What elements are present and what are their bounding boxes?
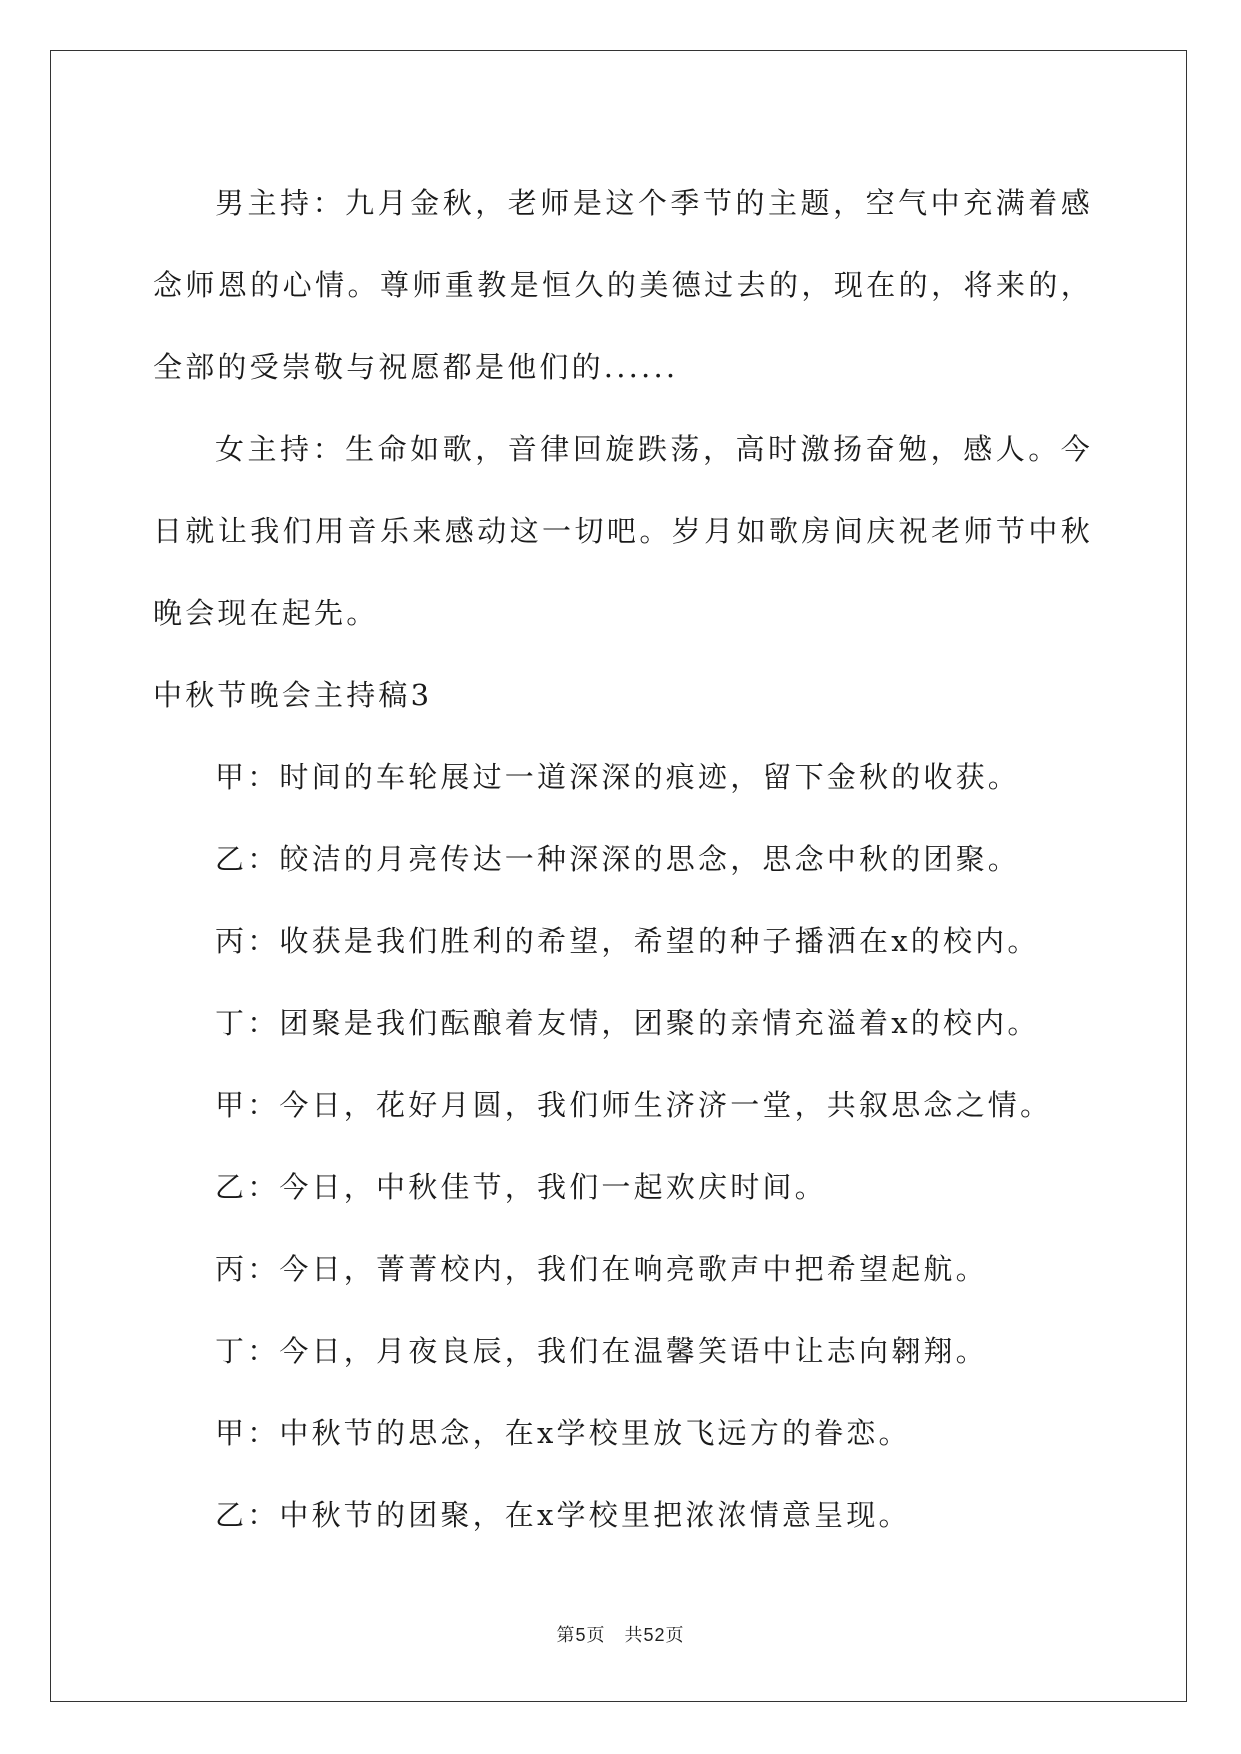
section-heading: 中秋节晚会主持稿3 — [153, 678, 433, 712]
footer-page-number: 5 — [575, 1625, 587, 1645]
paragraph-female-host: 女主持：生命如歌，音律回旋跌荡，高时激扬奋勉，感人。今日就让我们用音乐来感动这一切吧。岁月如歌房间庆祝老师节中秋晚会现在起先。 — [153, 432, 1093, 630]
footer-suffix: 页 — [665, 1625, 685, 1646]
dialogue-line: 甲：今日，花好月圆，我们师生济济一堂，共叙思念之情。 — [215, 1088, 1053, 1122]
dialogue-line: 丙：收获是我们胜利的希望，希望的种子播洒在x的校内。 — [215, 924, 1040, 958]
footer-prefix: 第 — [556, 1625, 576, 1646]
footer-total-pages: 52 — [643, 1625, 666, 1645]
dialogue-line: 乙：中秋节的团聚，在x学校里把浓浓情意呈现。 — [215, 1498, 911, 1532]
footer-mid: 页 共 — [586, 1625, 644, 1646]
dialogue-line: 丙：今日，菁菁校内，我们在响亮歌声中把希望起航。 — [215, 1252, 988, 1286]
dialogue-line: 丁：今日，月夜良辰，我们在温馨笑语中让志向翱翔。 — [215, 1334, 988, 1368]
document-body — [153, 162, 1093, 1556]
dialogue-line: 丁：团聚是我们酝酿着友情，团聚的亲情充溢着x的校内。 — [215, 1006, 1040, 1040]
dialogue-line: 甲：中秋节的思念，在x学校里放飞远方的眷恋。 — [215, 1416, 911, 1450]
dialogue-line: 乙：今日，中秋佳节，我们一起欢庆时间。 — [215, 1170, 827, 1204]
dialogue-line: 甲：时间的车轮展过一道深深的痕迹，留下金秋的收获。 — [215, 760, 1021, 794]
page-footer — [0, 1621, 1241, 1647]
dialogue-line: 乙：皎洁的月亮传达一种深深的思念，思念中秋的团聚。 — [215, 842, 1021, 876]
paragraph-male-host: 男主持：九月金秋，老师是这个季节的主题，空气中充满着感念师恩的心情。尊师重教是恒久的美德过去的，现在的，将来的，全部的受崇敬与祝愿都是他们的...... — [153, 186, 1093, 384]
